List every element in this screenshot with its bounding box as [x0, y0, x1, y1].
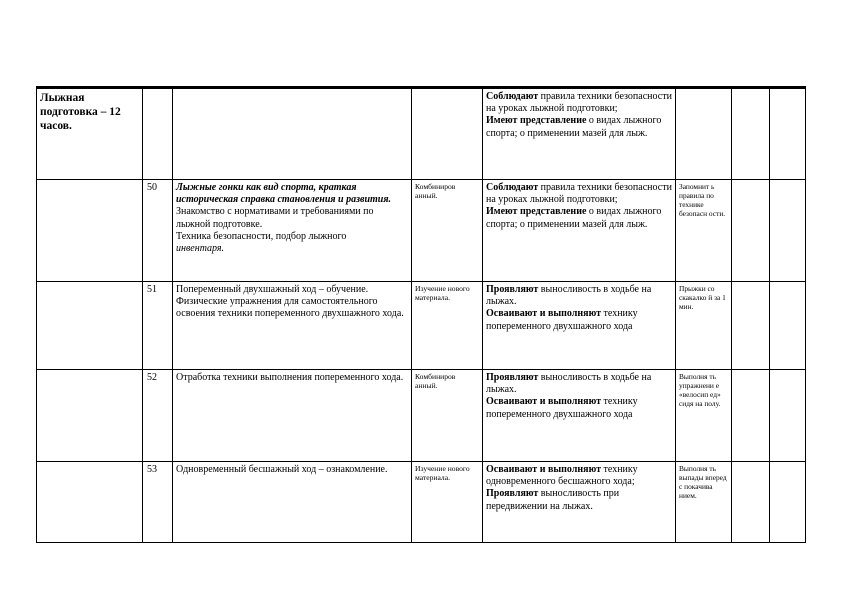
table-row: [37, 282, 806, 370]
topic-text: Попеременный двухшажный ход – обучение. Физические упражнения для самостоятельного освоения техники попеременного двухшажного хода.: [176, 284, 404, 320]
result-verb: Проявляют: [486, 372, 539, 383]
lesson-type: Изучение нового материала.: [412, 282, 483, 370]
lesson-topic: [173, 370, 412, 462]
topic-text: Одновременный бесшажный ход – ознакомление.: [176, 464, 388, 475]
date-plan-cell: [732, 180, 770, 282]
date-plan-cell: [732, 370, 770, 462]
date-plan-cell: [732, 88, 770, 180]
result-text: правила техники безопасности на уроках лыжной подготовки;: [486, 182, 672, 206]
topic-heading: Лыжные гонки как вид спорта, краткая историческая справка становления и развития.: [176, 182, 392, 206]
homework: Выполня ть выпады вперед с покачива нием.: [676, 462, 732, 543]
lesson-topic: [173, 88, 412, 180]
homework: Выполня ть упражнени е «велосип ед» сидя на полу.: [676, 370, 732, 462]
topic-text: инвентаря.: [176, 242, 225, 254]
result-text: выносливость при передвижении на лыжах.: [486, 488, 620, 512]
section-title: Лыжная подготовка – 12 часов.: [37, 88, 143, 180]
result-verb: Соблюдают: [486, 182, 539, 193]
lesson-type: Комбиниров анный.: [412, 180, 483, 282]
lesson-number: 52: [143, 370, 173, 462]
result-verb: Осваивают и выполняют: [486, 396, 602, 408]
date-plan-cell: [732, 282, 770, 370]
lesson-plan-table: [36, 86, 806, 543]
homework: Запомнит ь правила по технике безопасн ости.: [676, 180, 732, 282]
date-fact-cell: [770, 370, 806, 462]
result-verb: Проявляют: [486, 284, 539, 295]
lesson-number: 51: [143, 282, 173, 370]
topic-text: Техника безопасности, подбор лыжного: [176, 230, 347, 242]
result-verb: Имеют представление: [486, 206, 587, 218]
result-verb: Осваивают и выполняют: [486, 464, 602, 475]
date-fact-cell: [770, 462, 806, 543]
lesson-type: Изучение нового материала.: [412, 462, 483, 543]
result-text: технику попеременного двухшажного хода: [486, 396, 638, 420]
homework: [676, 88, 732, 180]
homework: Прыжки со скакалко й за 1 мин.: [676, 282, 732, 370]
result-text: выносливость в ходьбе на лыжах.: [486, 284, 652, 308]
result-text: технику одновременного бесшажного хода;: [486, 464, 638, 488]
topic-text: Отработка техники выполнения попеременного хода.: [176, 372, 404, 383]
planned-results: [483, 180, 676, 282]
lesson-type: Комбиниров анный.: [412, 370, 483, 462]
date-plan-cell: [732, 462, 770, 543]
lesson-topic: [173, 180, 412, 282]
lesson-type: [412, 88, 483, 180]
table-row: [37, 88, 806, 180]
result-text: о видах лыжного спорта; о применении мазей для лыж.: [486, 206, 662, 230]
result-text: правила техники безопасности на уроках лыжной подготовки;: [486, 91, 672, 115]
lesson-number: [143, 88, 173, 180]
result-verb: Соблюдают: [486, 91, 539, 102]
topic-text: Знакомство с нормативами и требованиями по лыжной подготовке.: [176, 206, 374, 230]
section-cell: [37, 180, 143, 282]
table-row: [37, 180, 806, 282]
result-verb: Осваивают и выполняют: [486, 308, 602, 320]
date-fact-cell: [770, 88, 806, 180]
date-fact-cell: [770, 180, 806, 282]
result-text: технику попеременного двухшажного хода: [486, 308, 638, 332]
planned-results: [483, 282, 676, 370]
section-cell: [37, 370, 143, 462]
table-row: [37, 462, 806, 543]
result-verb: Имеют представление: [486, 115, 587, 127]
lesson-number: 50: [143, 180, 173, 282]
planned-results: [483, 88, 676, 180]
table-row: [37, 370, 806, 462]
section-cell: [37, 462, 143, 543]
result-verb: Проявляют: [486, 488, 539, 500]
lesson-topic: [173, 282, 412, 370]
lesson-topic: [173, 462, 412, 543]
result-text: выносливость в ходьбе на лыжах.: [486, 372, 652, 396]
date-fact-cell: [770, 282, 806, 370]
planned-results: [483, 462, 676, 543]
planned-results: [483, 370, 676, 462]
section-cell: [37, 282, 143, 370]
result-text: о видах лыжного спорта; о применении мазей для лыж.: [486, 115, 662, 139]
lesson-number: 53: [143, 462, 173, 543]
